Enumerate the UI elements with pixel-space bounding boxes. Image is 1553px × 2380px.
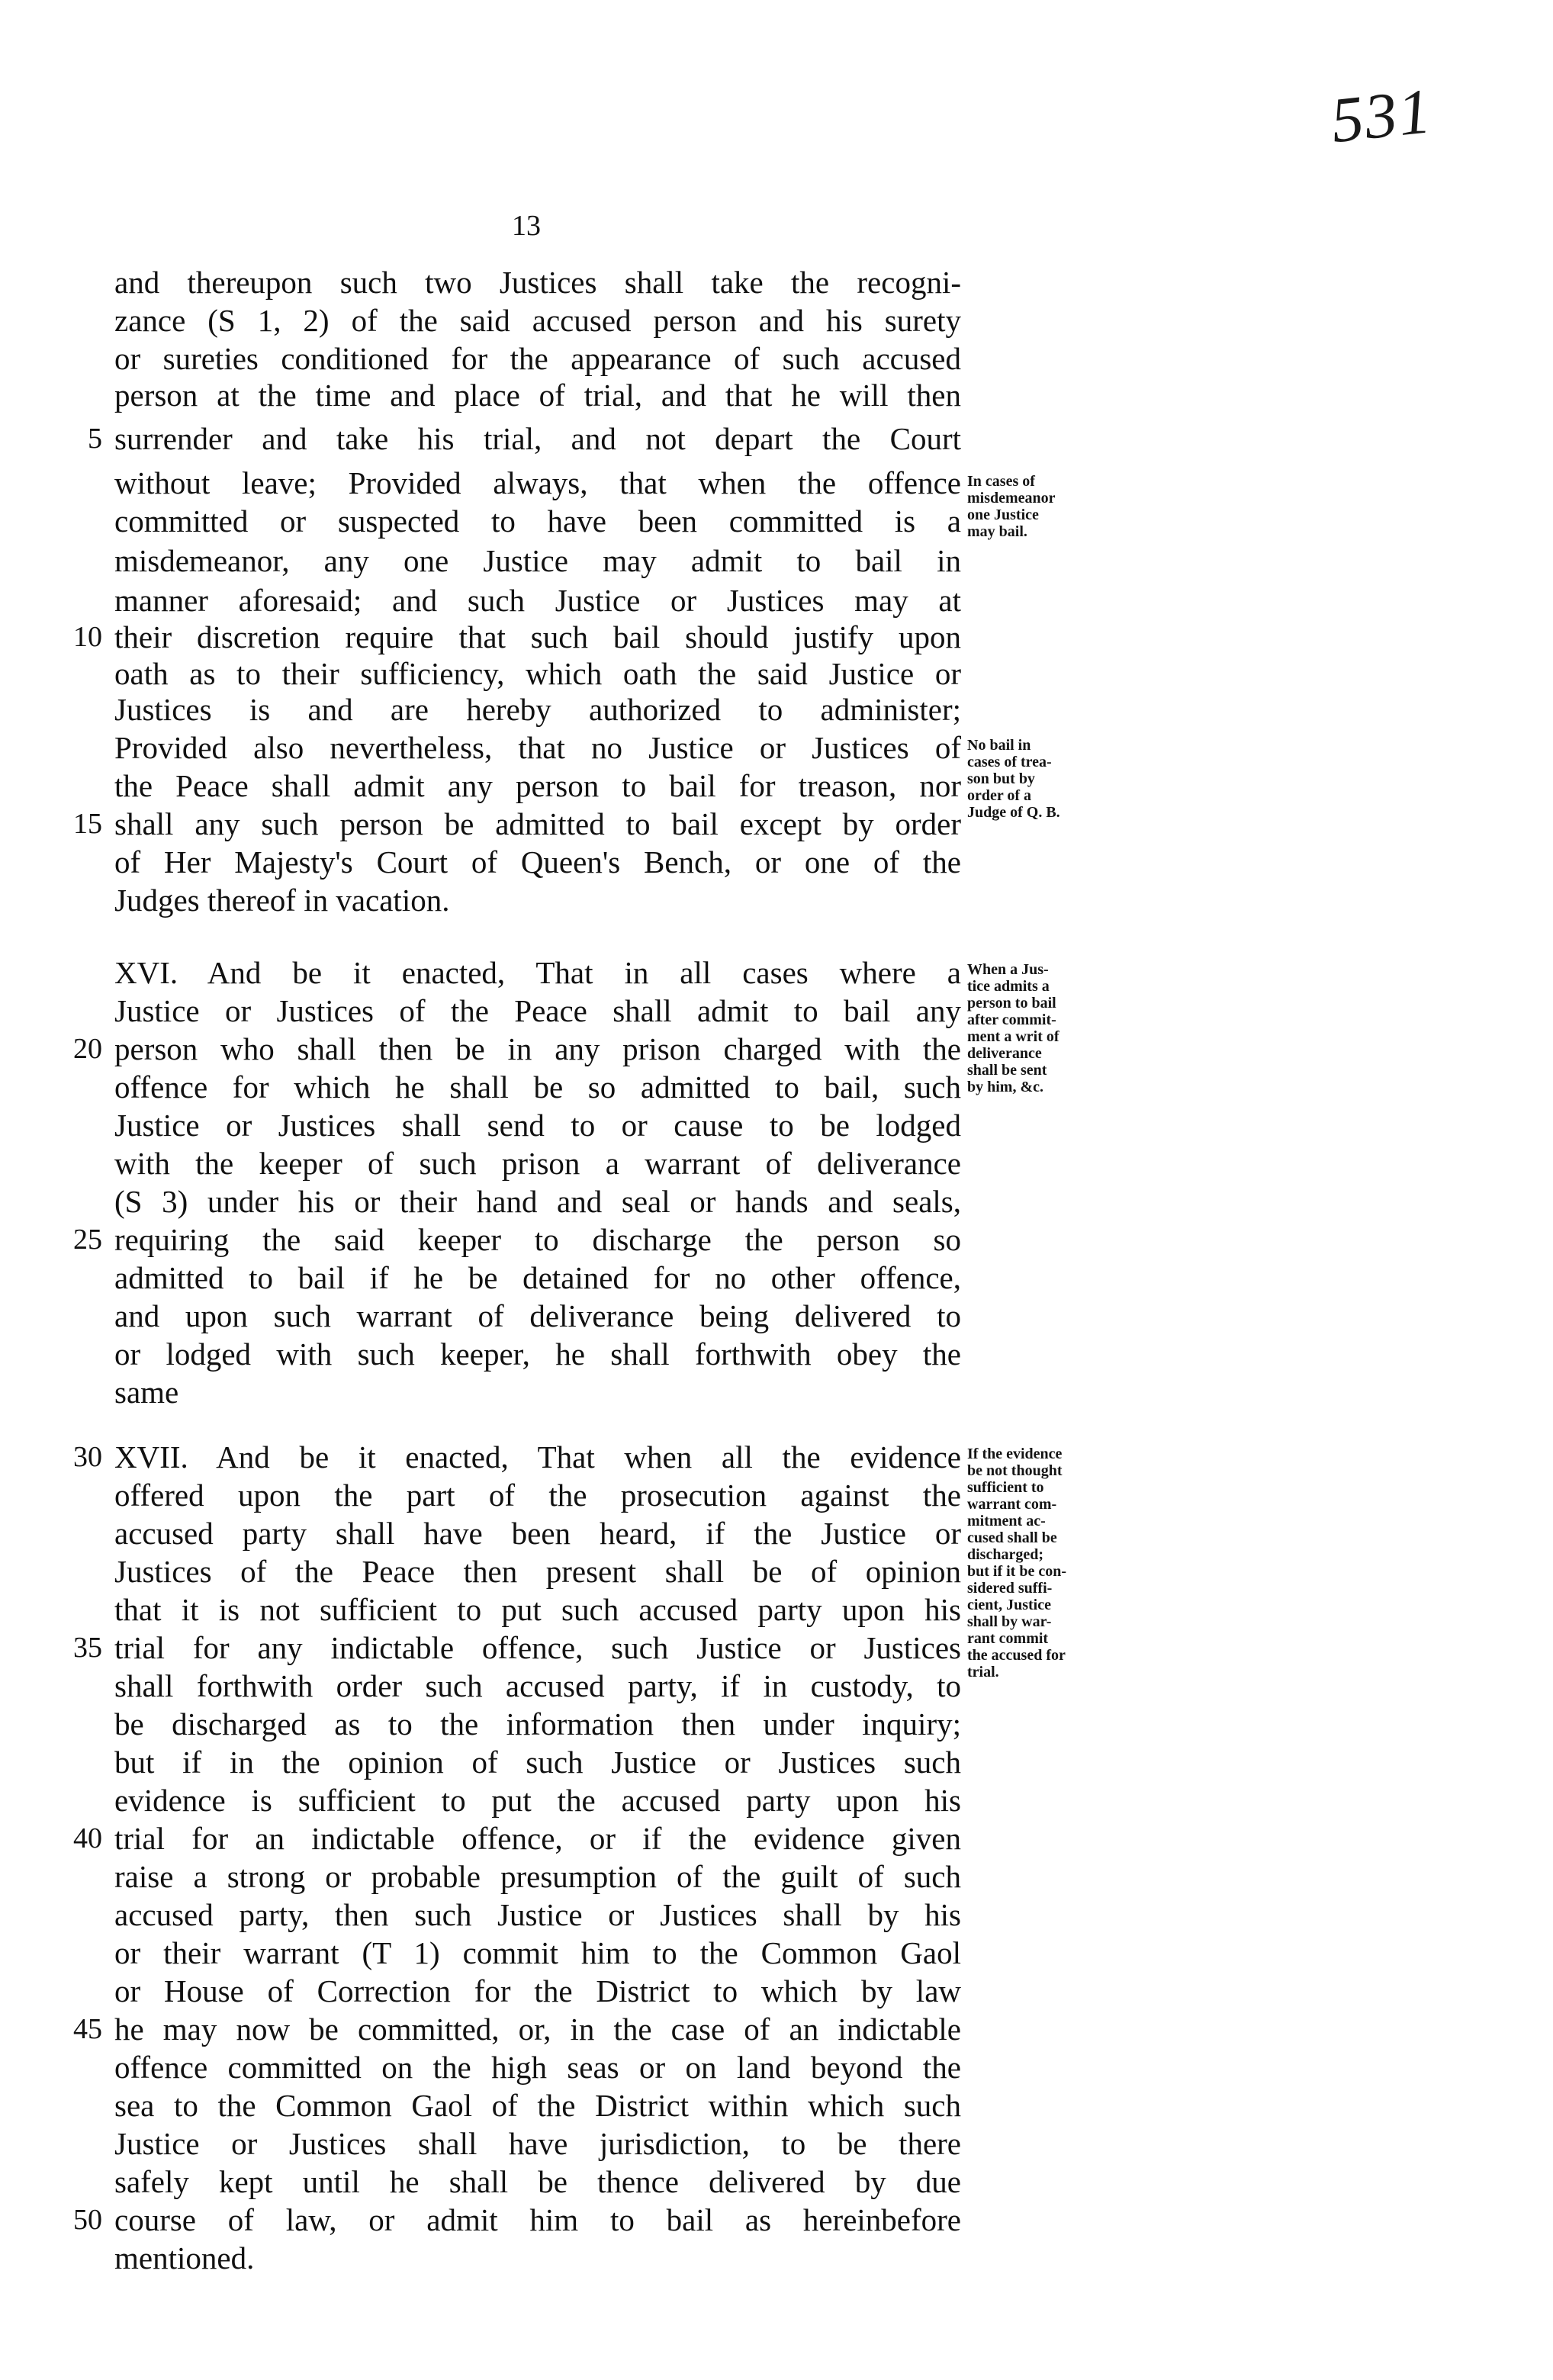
margin-note-misdemeanor-bail: In cases of misdemeanor one Justice may bail. [967,473,1056,540]
text-line: offered upon the part of the prosecution against the [114,1478,961,1513]
text-line: shall forthwith order such accused party, if in custody, to [114,1668,961,1703]
line-number: 15 [73,808,102,840]
text-line: of Her Majesty's Court of Queen's Bench, or one of the [114,844,961,880]
text-line: Justice or Justices shall send to or cause to be lodged [114,1108,961,1143]
text-line: Justices is and are hereby authorized to administer; [114,692,961,727]
text-line: person who shall then be in any prison charged with the [114,1031,961,1066]
margin-note-evidence-sufficiency: If the evidence be not thought sufficient to warrant com- mitment ac- cused shall be discharged; but if it be con- sidered suffi- cient, Justice shall by war- rant commit the accused for trial. [967,1446,1066,1680]
line-number: 45 [73,2013,102,2045]
text-line: zance (S 1, 2) of the said accused person and his surety [114,303,961,338]
line-number: 35 [73,1632,102,1664]
text-line: shall any such person be admitted to bail except by order [114,806,961,841]
text-line: or lodged with such keeper, he shall forthwith obey the [114,1336,961,1372]
text-line: misdemeanor, any one Justice may admit to bail in [114,543,961,578]
text-line: but if in the opinion of such Justice or Justices such [114,1745,961,1780]
text-line: Judges thereof in vacation. [114,883,450,918]
text-line: accused party shall have been heard, if the Justice or [114,1516,961,1551]
text-line: XVI. And be it enacted, That in all cases where a [114,955,961,990]
text-line: committed or suspected to have been committed is a [114,503,961,539]
text-line: their discretion require that such bail should justify upon [114,619,961,654]
text-line: and upon such warrant of deliverance being delivered to [114,1298,961,1333]
text-line: offence committed on the high seas or on land beyond the [114,2050,961,2085]
line-number: 20 [73,1033,102,1065]
line-number: 25 [73,1224,102,1256]
text-line: (S 3) under his or their hand and seal or hands and seals, [114,1184,961,1219]
text-line: safely kept until he shall be thence delivered by due [114,2164,961,2199]
text-line: surrender and take his trial, and not depart the Court [114,421,961,456]
text-line: the Peace shall admit any person to bail for treason, nor [114,768,961,803]
text-line: without leave; Provided always, that when the offence [114,465,961,500]
text-line: oath as to their sufficiency, which oath the said Justice or [114,656,961,691]
text-line: Justice or Justices shall have jurisdiction, to be there [114,2126,961,2161]
line-number: 30 [73,1441,102,1473]
text-line: or sureties conditioned for the appearance of such accused [114,341,961,376]
text-line: accused party, then such Justice or Justices shall by his [114,1897,961,1932]
text-line: admitted to bail if he be detained for no other offence, [114,1260,961,1295]
text-line: or their warrant (T 1) commit him to the Common Gaol [114,1935,961,1970]
text-line: same [114,1375,179,1410]
text-line: that it is not sufficient to put such accused party upon his [114,1592,961,1627]
text-line: or House of Correction for the District to which by law [114,1973,961,2009]
text-line: Justice or Justices of the Peace shall admit to bail any [114,993,961,1028]
text-line: mentioned. [114,2240,255,2275]
text-line: Provided also nevertheless, that no Justice or Justices of [114,730,961,765]
text-line: with the keeper of such prison a warrant of deliverance [114,1146,961,1181]
text-line: trial for an indictable offence, or if the evidence given [114,1821,961,1856]
margin-note-treason-bail: No bail in cases of trea- son but by order of a Judge of Q. B. [967,737,1060,821]
text-line: offence for which he shall be so admitted to bail, such [114,1069,961,1105]
text-line: sea to the Common Gaol of the District within which such [114,2088,961,2123]
line-number: 10 [73,621,102,653]
text-line: course of law, or admit him to bail as hereinbefore [114,2202,961,2237]
handwritten-folio-number: 531 [1327,76,1436,157]
text-line: Justices of the Peace then present shall be of opinion [114,1554,961,1589]
text-line: requiring the said keeper to discharge the person so [114,1222,961,1257]
text-line: person at the time and place of trial, and that he will then [114,378,961,413]
text-line: manner aforesaid; and such Justice or Justices may at [114,583,961,618]
text-line: and thereupon such two Justices shall take the recogni- [114,265,961,300]
text-line: XVII. And be it enacted, That when all the evidence [114,1439,961,1475]
margin-note-writ-of-deliverance: When a Jus- tice admits a person to bail after commit- ment a writ of deliverance shall be sent by him, &c. [967,961,1059,1095]
text-line: be discharged as to the information then under inquiry; [114,1706,961,1742]
text-line: evidence is sufficient to put the accused party upon his [114,1783,961,1818]
line-number: 50 [73,2204,102,2236]
text-line: trial for any indictable offence, such Justice or Justices [114,1630,961,1665]
page-number: 13 [512,210,541,242]
line-number: 5 [88,423,102,455]
text-line: he may now be committed, or, in the case of an indictable [114,2012,961,2047]
line-number: 40 [73,1822,102,1854]
text-line: raise a strong or probable presumption of the guilt of such [114,1859,961,1894]
